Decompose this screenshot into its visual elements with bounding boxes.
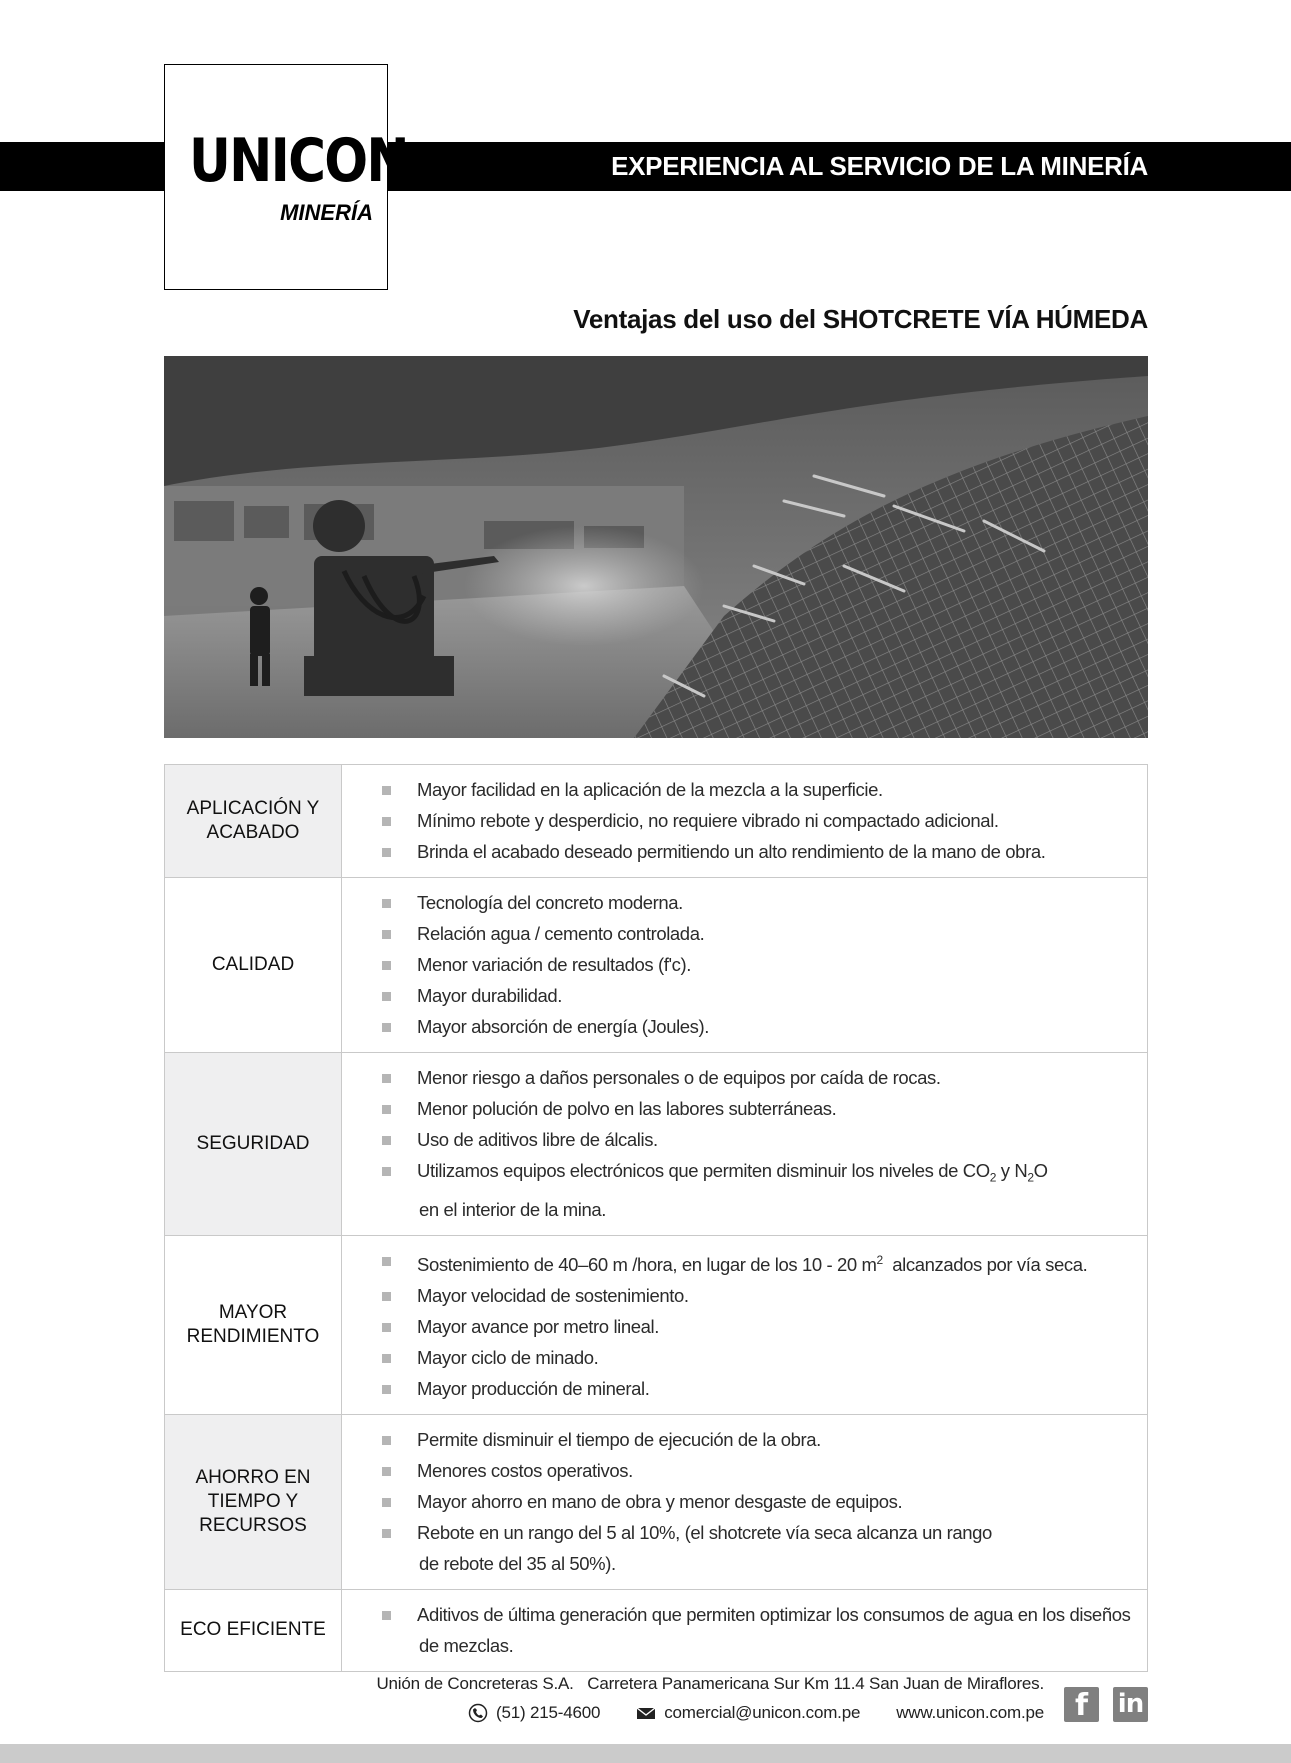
bullet-icon [382, 1467, 391, 1476]
advantages-table [164, 764, 1148, 1672]
list-item: Rebote en un rango del 5 al 10%, (el shotcrete vía seca alcanza un rango de rebote del 35 al 50%). [382, 1517, 1147, 1579]
bullet-icon [382, 1167, 391, 1176]
bullet-icon [382, 1136, 391, 1145]
items-cell [342, 1053, 1148, 1236]
list-item: Aditivos de última generación que permiten optimizar los consumos de agua en los diseños de mezclas. [382, 1599, 1147, 1661]
footer-email[interactable]: comercial@unicon.com.pe [664, 1703, 861, 1722]
list-item: Menor riesgo a daños personales o de equipos por caída de rocas. [382, 1062, 1147, 1093]
bullet-icon [382, 817, 391, 826]
bullet-icon [382, 1074, 391, 1083]
list-item: Sostenimiento de 40–60 m /hora, en lugar de los 10 - 20 $m^2$ alcanzados por vía seca. [382, 1245, 1147, 1280]
bullet-icon [382, 1385, 391, 1394]
items-cell [342, 1414, 1148, 1589]
footer-band [0, 1744, 1291, 1763]
list-item: Mayor facilidad en la aplicación de la mezcla a la superficie. [382, 774, 1147, 805]
bullet-icon [382, 1323, 391, 1332]
mail-icon [636, 1703, 656, 1723]
items-cell [342, 765, 1148, 878]
logo-wordmark: UNICON [189, 126, 408, 196]
list-item: Mayor producción de mineral. [382, 1373, 1147, 1404]
category-cell: AHORRO EN TIEMPO Y RECURSOS [165, 1414, 342, 1589]
logo-subtitle: MINERÍA [280, 200, 373, 225]
items-cell [342, 1235, 1148, 1414]
bullet-icon [382, 930, 391, 939]
list-item: Mayor ahorro en mano de obra y menor desgaste de equipos. [382, 1486, 1147, 1517]
footer-phone: (51) 215-4600 [496, 1703, 601, 1722]
bullet-icon [382, 786, 391, 795]
list-item: Relación agua / cemento controlada. [382, 918, 1147, 949]
list-item: Mínimo rebote y desperdicio, no requiere vibrado ni compactado adicional. [382, 805, 1147, 836]
list-item: Mayor velocidad de sostenimiento. [382, 1280, 1147, 1311]
footer-contact [468, 1703, 1044, 1723]
footer-address: Unión de Concreteras S.A. Carretera Panamericana Sur Km 11.4 San Juan de Miraflores. [376, 1674, 1044, 1693]
footer-website[interactable]: www.unicon.com.pe [896, 1703, 1044, 1722]
linkedin-icon[interactable]: in [1113, 1687, 1148, 1722]
category-cell: APLICACIÓN Y ACABADO [165, 765, 342, 878]
list-item: Brinda el acabado deseado permitiendo un alto rendimiento de la mano de obra. [382, 836, 1147, 867]
items-cell [342, 878, 1148, 1053]
table-row [165, 878, 1148, 1053]
bullet-icon [382, 961, 391, 970]
list-item: Mayor ciclo de minado. [382, 1342, 1147, 1373]
category-cell: ECO EFICIENTE [165, 1589, 342, 1671]
section-title: Ventajas del uso del SHOTCRETE VÍA HÚMEDA [573, 304, 1148, 334]
table-row [165, 1414, 1148, 1589]
phone-icon [468, 1703, 488, 1723]
table-row [165, 1235, 1148, 1414]
bullet-icon [382, 899, 391, 908]
table-row [165, 1053, 1148, 1236]
list-item: Menor variación de resultados (f'c). [382, 949, 1147, 980]
table-row [165, 765, 1148, 878]
category-cell: CALIDAD [165, 878, 342, 1053]
unicon-logo [164, 64, 408, 290]
list-item: Utilizamos equipos electrónicos que permiten disminuir los niveles de $CO_2$ y $N_2O$ en el interior de la mina. [382, 1155, 1147, 1225]
table-row [165, 1589, 1148, 1671]
list-item: Tecnología del concreto moderna. [382, 887, 1147, 918]
bullet-icon [382, 1498, 391, 1507]
list-item: Mayor absorción de energía (Joules). [382, 1011, 1147, 1042]
bullet-icon [382, 1105, 391, 1114]
bullet-icon [382, 1529, 391, 1538]
list-item: Uso de aditivos libre de álcalis. [382, 1124, 1147, 1155]
category-cell: MAYOR RENDIMIENTO [165, 1235, 342, 1414]
list-item: Menor polución de polvo en las labores subterráneas. [382, 1093, 1147, 1124]
bullet-icon [382, 1611, 391, 1620]
list-item: Mayor avance por metro lineal. [382, 1311, 1147, 1342]
list-item: Menores costos operativos. [382, 1455, 1147, 1486]
shotcrete-photo [164, 356, 1148, 738]
items-cell [342, 1589, 1148, 1671]
bullet-icon [382, 1436, 391, 1445]
list-item: Mayor durabilidad. [382, 980, 1147, 1011]
category-cell: SEGURIDAD [165, 1053, 342, 1236]
header-tagline: EXPERIENCIA AL SERVICIO DE LA MINERÍA [611, 151, 1148, 181]
bullet-icon [382, 848, 391, 857]
facebook-icon[interactable]: f [1064, 1687, 1099, 1722]
bullet-icon [382, 1257, 391, 1266]
bullet-icon [382, 1354, 391, 1363]
bullet-icon [382, 992, 391, 1001]
bullet-icon [382, 1292, 391, 1301]
bullet-icon [382, 1023, 391, 1032]
list-item: Permite disminuir el tiempo de ejecución de la obra. [382, 1424, 1147, 1455]
